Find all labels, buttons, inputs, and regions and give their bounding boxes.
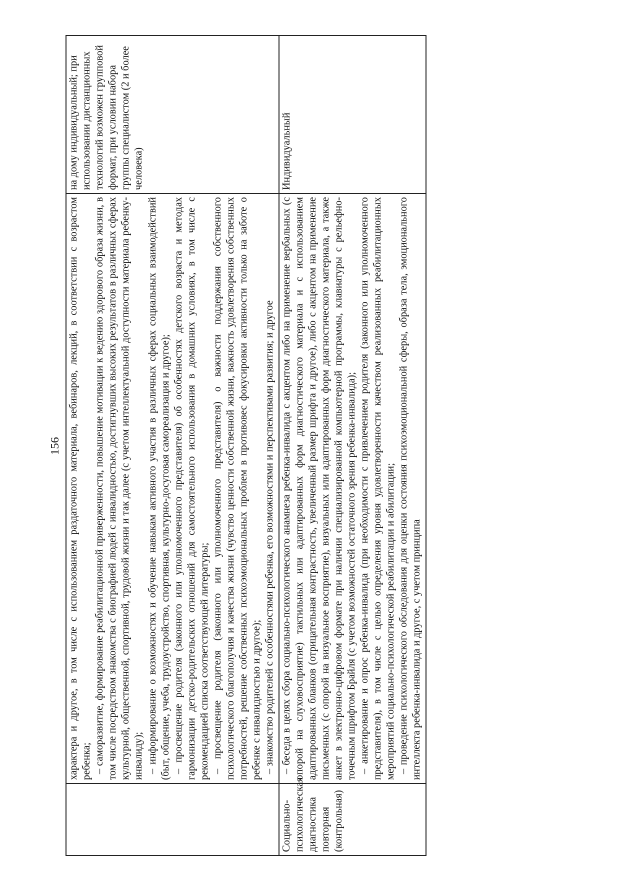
service-content-cell	[279, 193, 426, 783]
service-format: Индивидуальный	[281, 112, 292, 190]
services-table	[66, 35, 427, 856]
table-row	[66, 35, 279, 855]
content-paragraph: – просвещение родителя (законного или уполномоченного представителя) о важности поддержания собственного психологического благополучия и качества жизни (чувство ценности собственной жизни, важность удовлетворения собственных потребностей, решение собственных психоэмоциональных проблем в противовес фокусировки активности только на заботе о ребенке с инвалидностью и другое);	[212, 196, 263, 780]
service-name-cell	[66, 783, 279, 855]
service-format: на дому индивидуальный; при использовании дистанционных технологий возможен групповой формат, при условии набора группы специалистом (2 и более человека)	[68, 44, 145, 190]
service-name-cell	[279, 776, 426, 855]
content-paragraph: – просвещение родителя (законного или уполномоченного представителя) об особенностях детского возраста и методах гармонизации детско-родительских отношений для самостоятельного использования в домашних условиях, в том числе с рекомендацией списка соответствующей литературы;	[173, 196, 211, 780]
table-row	[279, 35, 426, 855]
service-content-cell	[66, 193, 279, 783]
content-paragraph: – информирование о возможностях и обучение навыкам активного участия в различных сферах социальных взаимодействий (быт, общение, учеба, трудоустройство, спортивная, культурно-досуговая самореализация и другое);	[147, 196, 172, 780]
service-format-cell	[66, 35, 279, 193]
content-paragraph: – анкетирование и опрос ребенка-инвалида (при необходимости с привлечением родителя (законного или уполномоченного представителя), в том числе с целью определения уровня удовлетворенности качеством реализованных реабилитационных мероприятий социально-психологической реабилитации и абилитации;	[359, 196, 397, 780]
service-format-cell	[279, 35, 426, 193]
content-paragraph: – проведение психологического обследования для оценки состояния психоэмоциональной сферы, образа тела, эмоционального интеллекта ребенка-инвалида и другое, с учетом принципа	[398, 196, 423, 780]
page-number: 156	[47, 436, 62, 455]
service-name: Социально-психологическая диагностика повторная (контрольная)	[281, 776, 345, 852]
content-paragraph: – знакомство родителей с особенностями ребенка, его возможностями и перспективами развития; и другое	[264, 299, 276, 774]
content-paragraph: характера и другое, в том числе с использованием раздаточного материала, вебинаров, лекций, в соответствии с возрастом ребенка;	[68, 196, 93, 780]
rotated-sheet	[48, 36, 593, 856]
content-paragraph: – саморазвитие, формирование реабилитационной приверженности, повышение мотивации к ведению здорового образа жизни, в том числе посредством знакомства с биографией людей с инвалидностью, достигнувших высоких результатов в различных сферах культурной, общественной, спортивной, трудовой жизни и так далее (с учетом интеллектуальной доступности материала ребенку-инвалиду);	[94, 196, 145, 780]
content-paragraph: – беседа в целях сбора социально-психологического анамнеза ребенка-инвалида с акцентом либо на применение вербальных (с опорой на слуховосприятие) тактильных или адаптированных форм диагностического материала и с использованием адаптированных бланков (отрицательная контрастность, увеличенный размер шрифта и другое), либо с акцентом на применение письменных (с опорой на визуальное восприятие), визуальных или адаптированных форм диагностического материала, а также анкет в электронно-цифровом формате при наличии специализированной компьютерной программы, клавиатуры с рельефно-точечным шрифтом Брайля (с учетом возможностей остаточного зрения ребенка-инвалида);	[281, 196, 358, 780]
